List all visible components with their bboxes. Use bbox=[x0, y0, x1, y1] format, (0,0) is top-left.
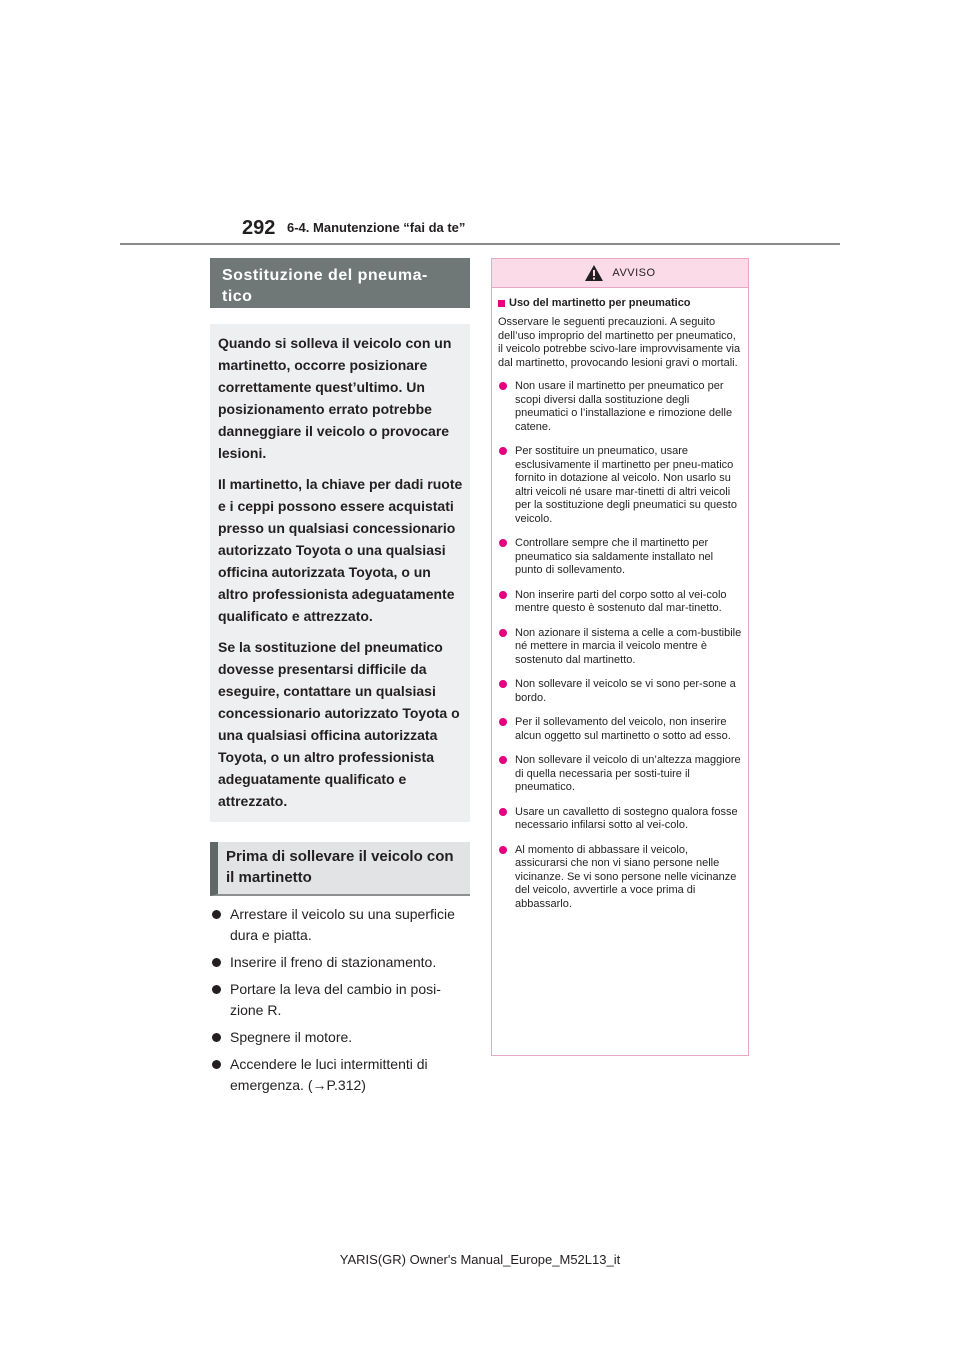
warning-intro: Osservare le seguenti precauzioni. A seguito dell’uso improprio del martinetto per pneumatico, il veicolo potrebbe scivo-lare improvvisamente via dal martinetto, provocando lesioni gravi o mortali. bbox=[498, 316, 741, 369]
warning-item bbox=[498, 678, 742, 705]
square-bullet-icon bbox=[498, 300, 505, 307]
info-paragraph: Il martinetto, la chiave per dadi ruote e i ceppi possono essere acquistati presso un qualsiasi concessionario autorizzato Toyota o una qualsiasi officina autorizzata Toyota, o un altro professionista adeguatamente qualificato e attrezzato. bbox=[218, 476, 463, 624]
warning-item bbox=[498, 844, 742, 912]
warning-item-text: Non inserire parti del corpo sotto al vei-colo mentre questo è sostenuto dal mar-tinetto. bbox=[515, 588, 727, 614]
warning-item-text: Per sostituire un pneumatico, usare esclusivamente il martinetto per pneu-matico fornito in dotazione al veicolo. Non usarlo su altri veicoli né usare mar-tinetti di altri veicoli per la sostituzione degli pneumatici su questo veicolo. bbox=[515, 445, 737, 525]
page-number: 292 bbox=[242, 217, 276, 239]
warning-item-text: Per il sollevamento del veicolo, non inserire alcun oggetto sul martinetto o sotto ad esso. bbox=[515, 716, 731, 742]
warning-item bbox=[498, 380, 742, 434]
warning-triangle-icon bbox=[584, 264, 604, 282]
pink-bullet-icon bbox=[499, 808, 507, 816]
bullet-item bbox=[210, 952, 470, 973]
bullet-item bbox=[210, 979, 470, 1021]
bullet-dot-icon bbox=[212, 985, 221, 994]
pink-bullet-icon bbox=[499, 846, 507, 854]
warning-subheading-text: Uso del martinetto per pneumatico bbox=[509, 297, 691, 309]
bullet-item bbox=[210, 1054, 470, 1096]
header-divider bbox=[120, 243, 840, 245]
bullet-item bbox=[210, 904, 470, 946]
warning-item bbox=[498, 716, 742, 743]
bullet-dot-icon bbox=[212, 910, 221, 919]
left-column bbox=[210, 258, 470, 1102]
bullet-dot-icon bbox=[212, 1033, 221, 1042]
warning-item-text: Al momento di abbassare il veicolo, assicurarsi che non vi siano persone nelle vicinanze. Se vi sono persone nelle vicinanze del veicolo, avvertirle a voce prima di abbassarlo. bbox=[515, 843, 737, 910]
warning-item bbox=[498, 806, 742, 833]
info-paragraph: Quando si solleva il veicolo con un martinetto, occorre posizionare correttamente quest’ultimo. Un posizionamento errato potrebbe danneggiare il veicolo o provocare lesioni. bbox=[218, 335, 452, 461]
warning-item-text: Non sollevare il veicolo di un’altezza maggiore di quella necessaria per sosti-tuire il pneumatico. bbox=[515, 754, 741, 793]
warning-item-text: Non azionare il sistema a celle a com-bustibile né mettere in marcia il veicolo mentre è sostenuto dal martinetto. bbox=[515, 626, 742, 666]
warning-item-text: Non sollevare il veicolo se vi sono per-sone a bordo. bbox=[515, 678, 736, 704]
pink-bullet-icon bbox=[499, 629, 507, 637]
warning-header bbox=[492, 259, 748, 288]
bullet-text: Accendere le luci intermittenti di emergenza. (→P.312) bbox=[230, 1056, 428, 1093]
pink-bullet-icon bbox=[499, 718, 507, 726]
bullet-item bbox=[210, 1027, 470, 1048]
bullet-dot-icon bbox=[212, 958, 221, 967]
warning-item-text: Controllare sempre che il martinetto per pneumatico sia saldamente installato nel punto di sollevamento. bbox=[515, 537, 714, 576]
warning-box bbox=[491, 258, 749, 1056]
bullet-text: Spegnere il motore. bbox=[230, 1029, 353, 1045]
warning-title: AVVISO bbox=[612, 267, 656, 279]
section-title: 6-4. Manutenzione “fai da te” bbox=[287, 220, 466, 235]
bullet-text: Arrestare il veicolo su una superficie dura e piatta. bbox=[230, 906, 455, 943]
pink-bullet-icon bbox=[499, 756, 507, 764]
bullet-dot-icon bbox=[212, 1060, 221, 1069]
pink-bullet-icon bbox=[499, 382, 507, 390]
warning-item bbox=[498, 445, 742, 526]
warning-subheading bbox=[498, 296, 742, 310]
warning-item-text: Non usare il martinetto per pneumatico per scopi diversi dalla sostituzione degli pneumatici o l’installazione e rimozione delle catene. bbox=[515, 380, 733, 433]
warning-item-text: Usare un cavalletto di sostegno qualora fosse necessario infilarsi sotto al vei-colo. bbox=[515, 805, 738, 831]
info-paragraph: Se la sostituzione del pneumatico dovesse presentarsi difficile da eseguire, contattare un qualsiasi concessionario autorizzato Toyota o una qualsiasi officina autorizzata Toyota, o un altro professionista adeguatamente qualificato e attrezzato. bbox=[218, 639, 460, 809]
warning-item bbox=[498, 754, 742, 795]
bullet-text: Inserire il freno di stazionamento. bbox=[230, 954, 437, 970]
warning-item bbox=[498, 537, 742, 578]
pink-bullet-icon bbox=[499, 680, 507, 688]
bullet-list bbox=[210, 904, 470, 1096]
warning-item bbox=[498, 589, 742, 616]
info-box bbox=[210, 324, 470, 822]
pink-bullet-icon bbox=[499, 591, 507, 599]
warning-item bbox=[498, 627, 742, 668]
warning-content bbox=[492, 288, 748, 911]
subsection-heading: Prima di sollevare il veicolo con il martinetto bbox=[210, 842, 470, 896]
pink-bullet-icon bbox=[499, 539, 507, 547]
bullet-text: Portare la leva del cambio in posi-zione R. bbox=[230, 981, 441, 1018]
pink-bullet-icon bbox=[499, 447, 507, 455]
page-footer: YARIS(GR) Owner's Manual_Europe_M52L13_it bbox=[339, 1252, 621, 1267]
section-heading: Sostituzione del pneuma-tico bbox=[210, 258, 470, 308]
